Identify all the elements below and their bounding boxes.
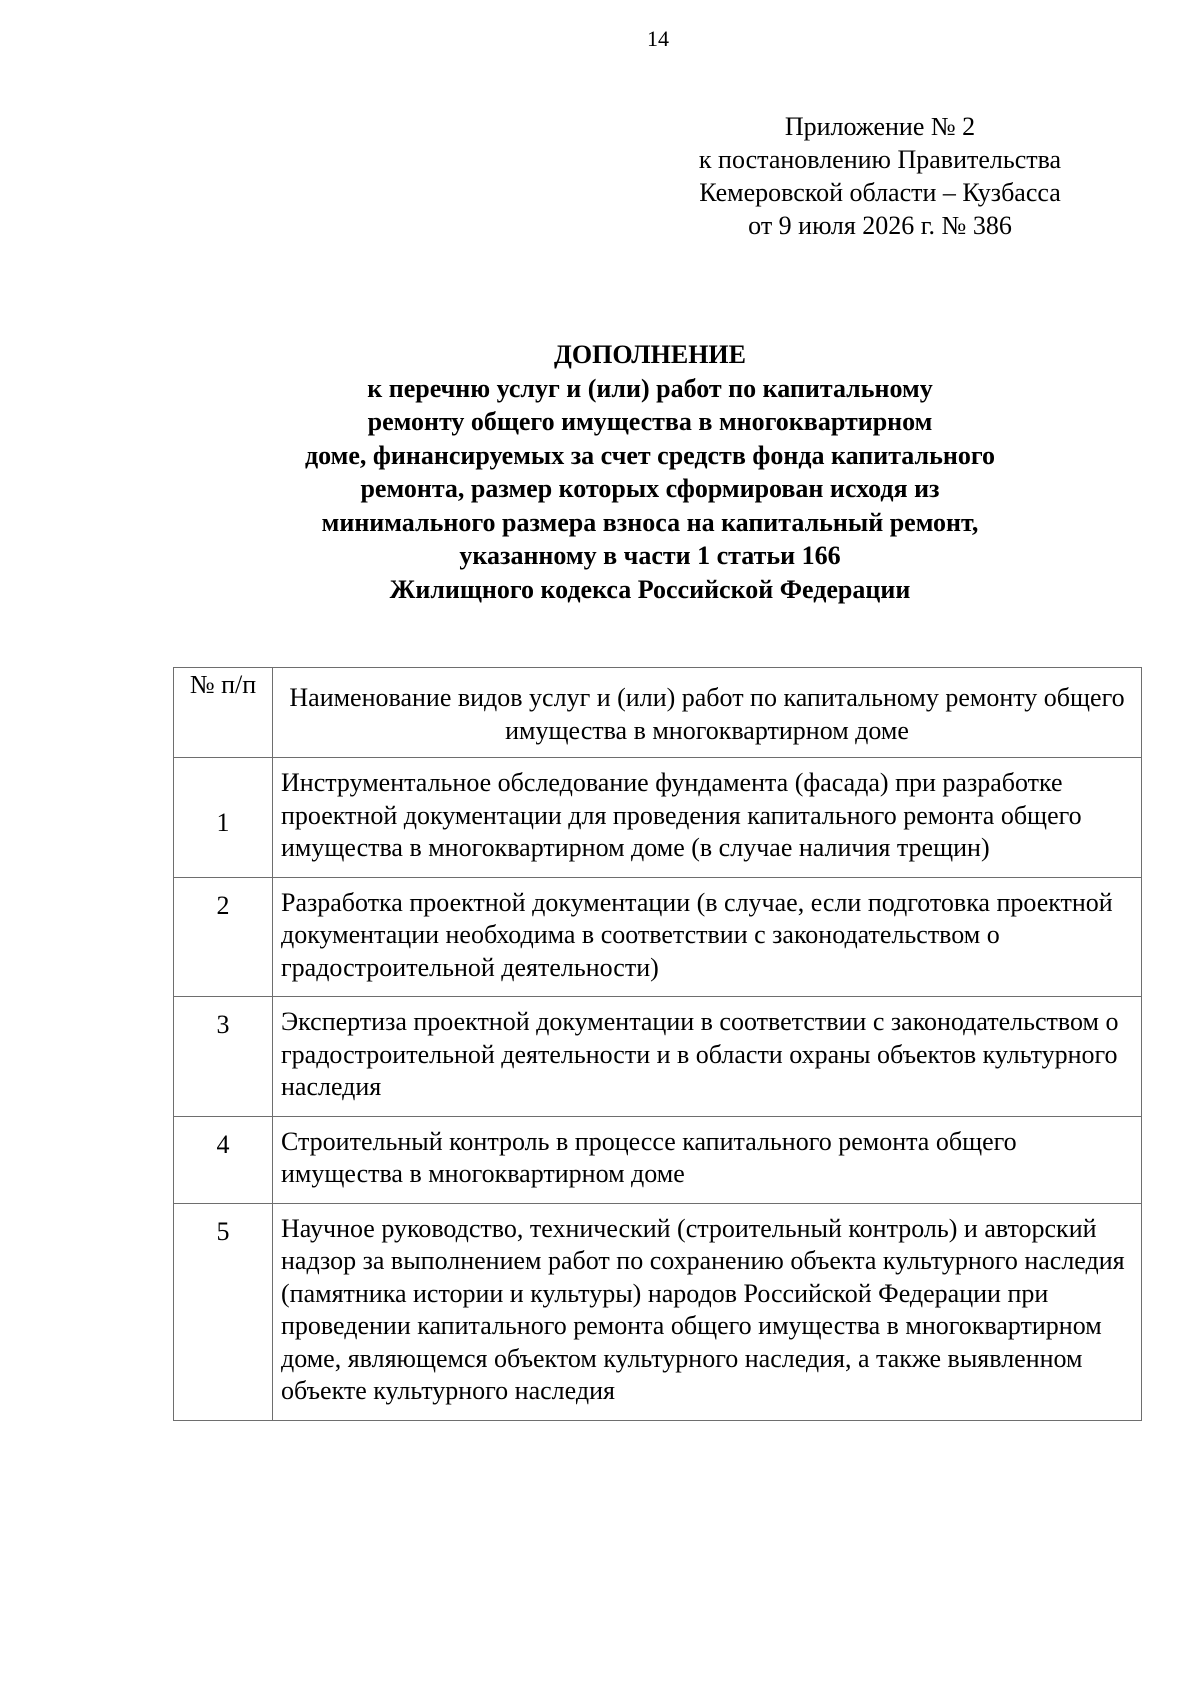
works-table bbox=[173, 667, 1142, 1421]
page-number: 14 bbox=[647, 26, 669, 51]
title-line: указанному в части 1 статьи 166 bbox=[459, 541, 841, 570]
row-number: 4 bbox=[174, 1116, 273, 1203]
row-number: 2 bbox=[174, 877, 273, 997]
table-row bbox=[174, 877, 1142, 997]
appendix-line: Кемеровской области – Кузбасса bbox=[699, 178, 1061, 207]
title-line: ремонту общего имущества в многоквартирном bbox=[367, 407, 933, 436]
title-line: к перечню услуг и (или) работ по капитальному bbox=[367, 373, 933, 403]
row-name: Разработка проектной документации (в случае, если подготовка проектной документации необходима в соответствии с законодательством о градостроительной деятельности) bbox=[273, 877, 1142, 997]
title-line: минимального размера взноса на капитальный ремонт, bbox=[321, 507, 979, 537]
table-row bbox=[174, 1203, 1142, 1420]
table-row bbox=[174, 997, 1142, 1117]
title-line: доме, финансируемых за счет средств фонда капитального bbox=[305, 440, 995, 470]
header-name: Наименование видов услуг и (или) работ по капитальному ремонту общего имущества в многоквартирном доме bbox=[273, 668, 1142, 758]
appendix-reference bbox=[620, 110, 1140, 242]
row-name: Научное руководство, технический (строительный контроль) и авторский надзор за выполнением работ по сохранению объекта культурного наследия (памятника истории и культуры) народов Российской Федерации при проведении капитального ремонта общего имущества в многоквартирном доме, являющемся объектом культурного наследия, а также выявленном объекте культурного наследия bbox=[273, 1203, 1142, 1420]
row-number: 3 bbox=[174, 997, 273, 1117]
row-number: 1 bbox=[174, 758, 273, 878]
title-heading: ДОПОЛНЕНИЕ bbox=[554, 340, 746, 369]
appendix-line: к постановлению Правительства bbox=[698, 145, 1062, 174]
table-row bbox=[174, 1116, 1142, 1203]
appendix-line: от 9 июля 2026 г. № 386 bbox=[748, 211, 1012, 240]
row-name: Строительный контроль в процессе капитального ремонта общего имущества в многоквартирном доме bbox=[273, 1116, 1142, 1203]
table-row bbox=[174, 758, 1142, 878]
header-number: № п/п bbox=[174, 668, 273, 758]
row-number: 5 bbox=[174, 1203, 273, 1420]
table-header-row bbox=[174, 668, 1142, 758]
document-title bbox=[160, 338, 1140, 606]
row-name: Инструментальное обследование фундамента (фасада) при разработке проектной документации для проведения капитального ремонта общего имущества в многоквартирном доме (в случае наличия трещин) bbox=[273, 758, 1142, 878]
title-line: ремонта, размер которых сформирован исходя из bbox=[360, 474, 940, 503]
title-line: Жилищного кодекса Российской Федерации bbox=[389, 574, 911, 604]
appendix-line: Приложение № 2 bbox=[784, 112, 976, 141]
row-name: Экспертиза проектной документации в соответствии с законодательством о градостроительной деятельности и в области охраны объектов культурного наследия bbox=[273, 997, 1142, 1117]
